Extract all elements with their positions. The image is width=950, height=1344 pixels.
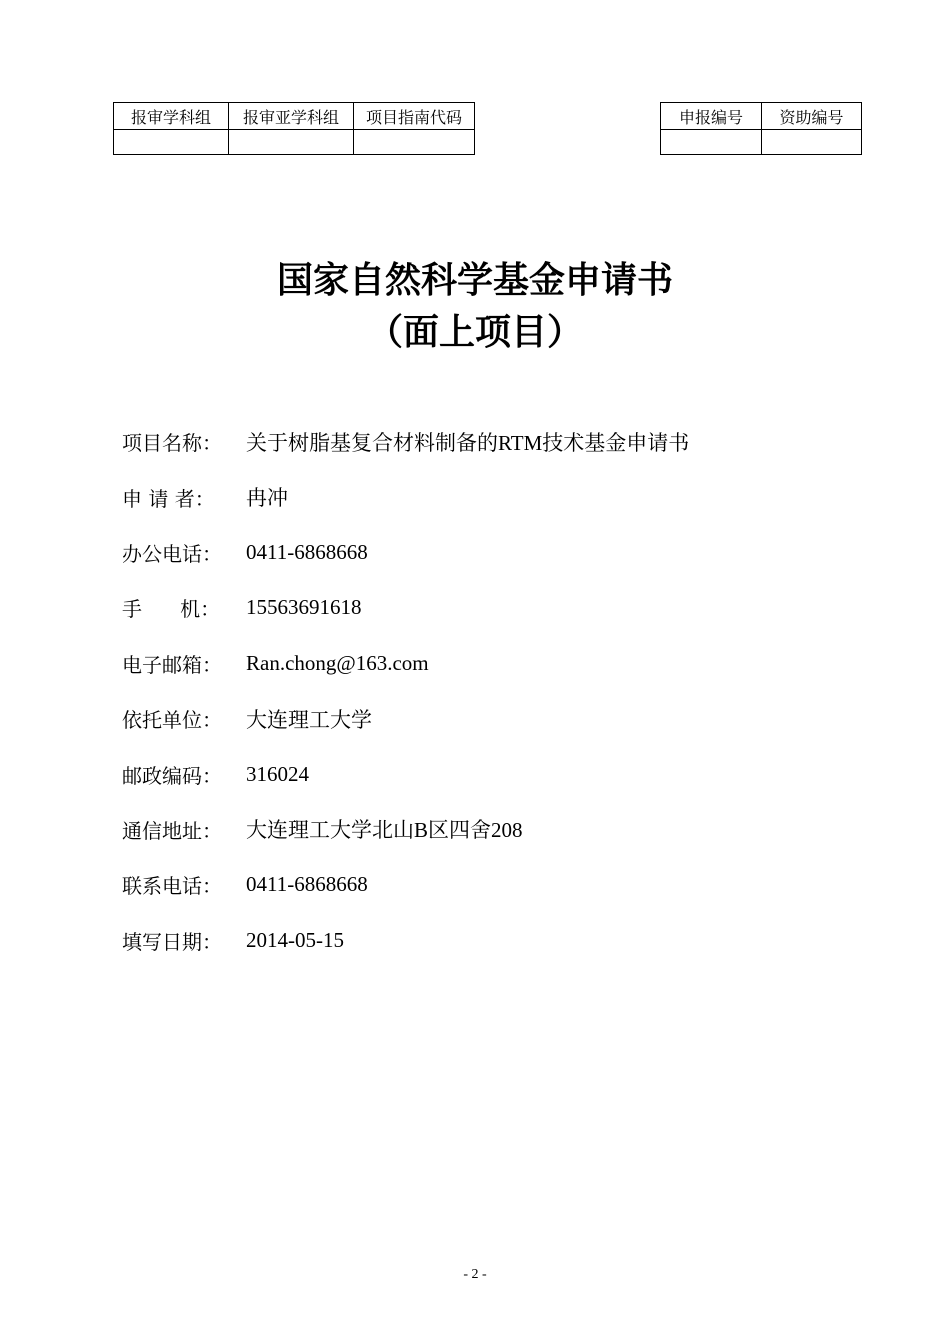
project-guide-code-value [354, 130, 475, 155]
field-fill-date [122, 913, 689, 968]
field-value: 大连理工大学 [246, 707, 372, 732]
application-info-list [122, 414, 689, 968]
field-value: Ran.chong@163.com [246, 650, 429, 675]
field-label: 邮政编码： [122, 763, 222, 788]
header-project-guide-code: 项目指南代码 [354, 103, 475, 130]
field-label: 电子邮箱： [122, 652, 222, 677]
field-postal-code [122, 746, 689, 801]
field-email [122, 636, 689, 691]
field-value: 0411-6868668 [246, 539, 368, 564]
field-label: 依托单位： [122, 708, 222, 733]
field-label: 项目名称： [122, 431, 222, 456]
field-mobile [122, 580, 689, 635]
review-group-table [113, 102, 475, 155]
application-number-table [660, 102, 862, 155]
field-project-name [122, 414, 689, 469]
table-value-row [661, 130, 862, 155]
table-value-row [114, 130, 475, 155]
field-label: 填写日期： [122, 929, 222, 954]
field-value: 0411-6868668 [246, 872, 368, 897]
page-number: - 2 - [463, 1267, 487, 1282]
application-number-value [661, 130, 762, 155]
table-header-row [114, 103, 475, 130]
field-mailing-address [122, 802, 689, 857]
field-value: 冉冲 [246, 486, 288, 511]
field-value: 316024 [246, 761, 309, 786]
field-value: 大连理工大学北山B区四舍208 [246, 818, 523, 843]
header-application-number: 申报编号 [661, 103, 762, 130]
field-applicant [122, 469, 689, 524]
header-review-sub-discipline-group: 报审亚学科组 [229, 103, 354, 130]
review-discipline-group-value [114, 130, 229, 155]
field-host-institution [122, 691, 689, 746]
field-value: 关于树脂基复合材料制备的RTM技术基金申请书 [246, 430, 690, 455]
field-label: 联系电话： [122, 874, 222, 899]
review-sub-discipline-group-value [229, 130, 354, 155]
field-value: 15563691618 [246, 595, 362, 620]
document-subtitle: （面上项目） [366, 312, 583, 353]
funding-number-value [762, 130, 862, 155]
header-review-discipline-group: 报审学科组 [114, 103, 229, 130]
field-office-phone [122, 525, 689, 580]
field-label: 申 请 者： [122, 486, 215, 511]
field-label: 手 机： [122, 597, 221, 622]
field-value: 2014-05-15 [246, 927, 344, 952]
field-contact-phone [122, 857, 689, 912]
field-label: 通信地址： [122, 818, 222, 843]
field-label: 办公电话： [122, 541, 222, 566]
table-header-row [661, 103, 862, 130]
document-title: 国家自然科学基金申请书 [276, 260, 673, 301]
header-funding-number: 资助编号 [762, 103, 862, 130]
